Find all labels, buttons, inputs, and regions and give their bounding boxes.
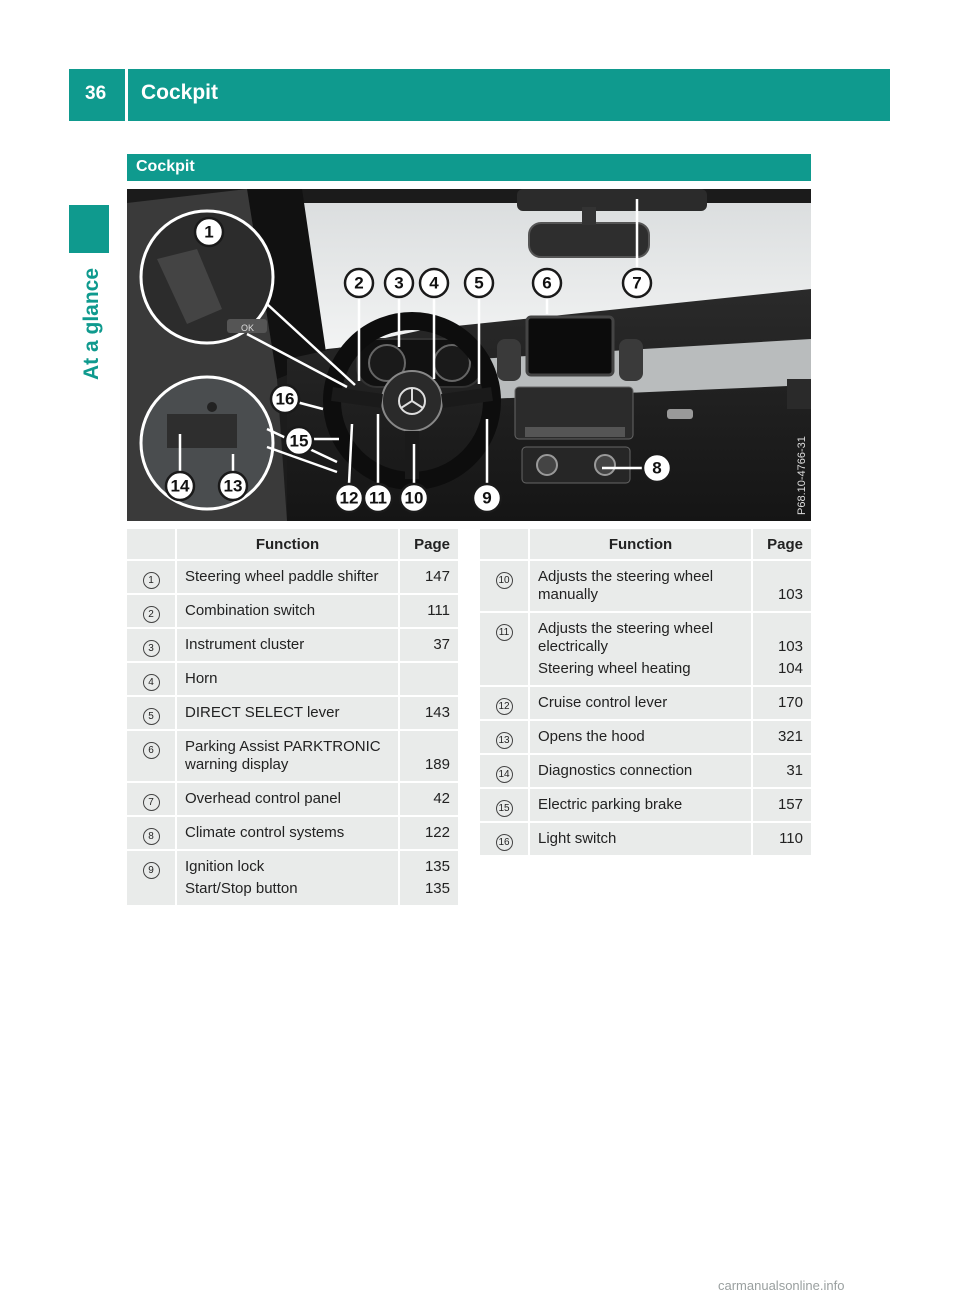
function-text: Combination switch (185, 602, 316, 619)
page-title: Cockpit (141, 81, 219, 104)
function-header: Function (528, 529, 751, 559)
function-cell (528, 559, 751, 611)
svg-text:1: 1 (204, 222, 214, 242)
page-number[interactable]: 170 (777, 694, 803, 711)
function-cell (175, 559, 398, 593)
svg-text:4: 4 (429, 273, 439, 293)
item-number: 7 (143, 794, 160, 811)
item-number: 8 (143, 828, 160, 845)
side-tab-label: At a glance (80, 267, 103, 380)
page-cell (751, 611, 811, 685)
callout-11 (364, 484, 392, 512)
function-text: Steering wheel paddle shifter (185, 568, 379, 585)
function-cell (528, 821, 751, 855)
page-number[interactable]: 103 (777, 638, 803, 655)
page-cell (751, 685, 811, 719)
table-row (127, 593, 458, 627)
item-number: 12 (496, 698, 513, 715)
image-code: P68.10-4766-31 (796, 436, 808, 515)
function-cell (528, 611, 751, 685)
table-row (127, 815, 458, 849)
page-number[interactable]: 42 (433, 790, 450, 807)
svg-text:14: 14 (170, 476, 190, 496)
function-text: DIRECT SELECT lever (185, 704, 340, 721)
function-text: Climate control systems (185, 824, 345, 841)
num-header (480, 529, 528, 559)
page-number[interactable]: 110 (779, 830, 803, 847)
page-number[interactable]: 111 (427, 602, 450, 619)
page-cell (398, 849, 458, 905)
item-number: 10 (496, 572, 513, 589)
page-number[interactable]: 147 (424, 568, 450, 585)
page-number[interactable]: 157 (777, 796, 803, 813)
item-number: 9 (143, 862, 160, 879)
svg-text:5: 5 (474, 273, 484, 293)
item-number: 15 (496, 800, 513, 817)
svg-text:16: 16 (275, 389, 295, 409)
callout-9 (473, 484, 501, 512)
svg-text:2: 2 (354, 273, 364, 293)
callout-8 (643, 454, 671, 482)
function-cell (175, 849, 398, 905)
num-header (127, 529, 175, 559)
section-title: Cockpit (136, 158, 195, 175)
page-cell (751, 787, 811, 821)
function-text: Adjusts the steering wheel (538, 568, 714, 585)
item-number: 3 (143, 640, 160, 657)
function-text: Horn (185, 670, 218, 687)
svg-text:OK: OK (241, 323, 255, 333)
function-cell (528, 753, 751, 787)
item-number: 5 (143, 708, 160, 725)
section-title-bar (127, 154, 811, 181)
function-cell (528, 719, 751, 753)
page-number[interactable]: 189 (424, 756, 450, 773)
function-subtext: Start/Stop button (185, 880, 298, 897)
function-text: manually (538, 586, 599, 603)
table-row (127, 781, 458, 815)
function-table-right (480, 529, 811, 855)
svg-text:11: 11 (369, 488, 387, 508)
page-number[interactable]: 103 (777, 586, 803, 603)
page-number[interactable]: 143 (424, 704, 450, 721)
page-cell (398, 729, 458, 781)
function-text: Electric parking brake (538, 796, 683, 813)
item-number: 13 (496, 732, 513, 749)
svg-text:3: 3 (394, 273, 404, 293)
svg-text:7: 7 (632, 273, 642, 293)
function-text: Overhead control panel (185, 790, 341, 807)
page-cell (398, 781, 458, 815)
function-text: electrically (538, 638, 609, 655)
page-cell (398, 661, 458, 695)
page-cell (398, 593, 458, 627)
callout-15 (285, 427, 313, 455)
function-cell (175, 627, 398, 661)
function-cell (175, 695, 398, 729)
page-header (69, 69, 890, 121)
item-number: 16 (496, 834, 513, 851)
header-divider (125, 69, 128, 121)
table-row (127, 849, 458, 905)
page-cell (398, 695, 458, 729)
function-table-left (127, 529, 458, 905)
callout-16 (271, 385, 299, 413)
page-number[interactable]: 37 (433, 636, 450, 653)
function-text: Light switch (538, 830, 617, 847)
table-row (127, 661, 458, 695)
page-number[interactable]: 122 (424, 824, 450, 841)
table-row (480, 787, 811, 821)
function-text: Ignition lock (185, 858, 265, 875)
table-row (480, 611, 811, 685)
page-number: 36 (85, 83, 107, 104)
svg-text:15: 15 (289, 431, 309, 451)
callout-5 (465, 269, 493, 297)
callout-12 (335, 484, 363, 512)
function-cell (175, 815, 398, 849)
callout-7 (623, 269, 651, 297)
page-cell (751, 753, 811, 787)
callout-14 (166, 472, 194, 500)
function-cell (175, 729, 398, 781)
function-cell (175, 781, 398, 815)
table-row (480, 753, 811, 787)
item-number: 1 (143, 572, 160, 589)
page-number[interactable]: 31 (786, 762, 803, 779)
callout-1 (195, 218, 223, 246)
item-number: 14 (496, 766, 513, 783)
page-cell (398, 627, 458, 661)
side-tab-block (69, 205, 109, 253)
function-text: Opens the hood (538, 728, 645, 745)
table-row (480, 685, 811, 719)
function-cell (175, 593, 398, 627)
function-text: Adjusts the steering wheel (538, 620, 714, 637)
function-text: warning display (185, 756, 289, 773)
cockpit-photo (127, 189, 811, 521)
callout-4 (420, 269, 448, 297)
function-cell (528, 787, 751, 821)
function-subtext: Steering wheel heating (538, 660, 691, 677)
callout-3 (385, 269, 413, 297)
callout-10 (400, 484, 428, 512)
svg-text:13: 13 (223, 476, 243, 496)
function-text: Parking Assist PARKTRONIC (185, 738, 381, 755)
item-number: 2 (143, 606, 160, 623)
table-row (127, 559, 458, 593)
table-row (127, 627, 458, 661)
page-cell (398, 815, 458, 849)
page-header-cell: Page (398, 529, 458, 559)
page-cell (751, 821, 811, 855)
table-row (127, 695, 458, 729)
page-number[interactable]: 135 (424, 858, 450, 875)
function-text: Cruise control lever (538, 694, 668, 711)
page-number[interactable]: 321 (777, 728, 803, 745)
table-row (127, 729, 458, 781)
callout-2 (345, 269, 373, 297)
table-row (480, 559, 811, 611)
table-row (480, 719, 811, 753)
callout-6 (533, 269, 561, 297)
svg-text:10: 10 (404, 488, 424, 508)
svg-text:12: 12 (339, 488, 359, 508)
cockpit-illustration (127, 189, 811, 521)
page-cell (751, 719, 811, 753)
page-number[interactable]: 104 (777, 660, 803, 677)
watermark: carmanualsonline.info (718, 1278, 845, 1293)
function-cell (528, 685, 751, 719)
item-number: 6 (143, 742, 160, 759)
callout-13 (219, 472, 247, 500)
function-header: Function (175, 529, 398, 559)
function-text: Diagnostics connection (538, 762, 693, 779)
function-cell (175, 661, 398, 695)
svg-text:6: 6 (542, 273, 552, 293)
item-number: 4 (143, 674, 160, 691)
svg-text:9: 9 (482, 488, 492, 508)
item-number: 11 (496, 624, 513, 641)
page-cell (398, 559, 458, 593)
page-cell (751, 559, 811, 611)
table-row (480, 821, 811, 855)
function-text: Instrument cluster (185, 636, 305, 653)
svg-text:8: 8 (652, 458, 662, 478)
page-header-cell: Page (751, 529, 811, 559)
page-number[interactable]: 135 (424, 880, 450, 897)
